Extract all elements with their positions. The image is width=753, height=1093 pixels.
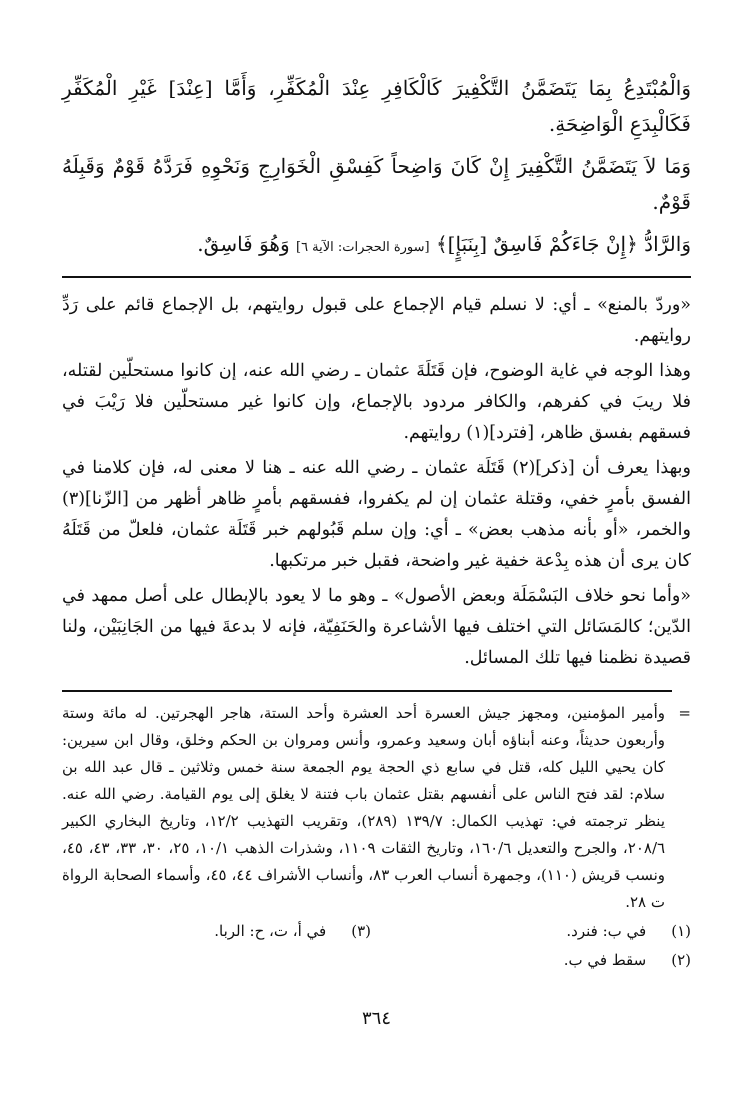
footnote-continuation — [62, 700, 691, 916]
footnote-divider — [62, 690, 672, 692]
footnote-2 — [371, 947, 691, 974]
footnote-text: في أ، ت، ح: الربا. — [214, 922, 327, 940]
commentary-paragraph: وبهذا يعرف أن [ذكر](٢) قَتَلَة عثمان ـ رضي الله عنه ـ هنا لا معنى له، فإن كلامنا في الفسق بأمرٍ خفي، وقتلة عثمان إن لم يكفروا، ففسقهم بأمرٍ ظاهر أظهر من [الزّنا](٣) والخمر، «أو بأنه مذهب بعض» ـ أي: وإن سلم قَبُولهم خبر قَتَلَة عثمان، فلعلّ من قَتَلَهُ كان يرى أن هذه بِدْعة خفية غير واضحة، فقبل خبر مرتكبها. — [62, 458, 691, 571]
main-text — [62, 70, 691, 272]
footnote-number: (٣) — [351, 922, 371, 940]
footnote-3 — [214, 918, 371, 945]
surah-reference: [سورة الحجرات: الآية ٦] — [295, 240, 430, 255]
footnote-number: (١) — [671, 922, 691, 940]
footnote-text: في ب: فنرد. — [566, 922, 647, 940]
footnote-number: (٢) — [671, 951, 691, 969]
commentary-paragraph: وهذا الوجه في غاية الوضوح، فإن قَتَلَةَ عثمان ـ رضي الله عنه، إن كانوا مستحلّين لقتله، فلا ريبَ في كفرهم، والكافر مردود بالإجماع، وإن كانوا غير مستحلّين فلا رَيْبَ في فسقهم بفسق ظاهر، [فترد](١) روايتهم. — [62, 361, 691, 443]
page-number: ٣٦٤ — [361, 1008, 391, 1029]
footnote-row — [62, 947, 691, 974]
matn-line-2: وَمَا لاَ يَتَضَمَّنُ التَّكْفِيرَ إِنْ كَانَ وَاضِحاً كَفِسْقِ الْخَوَارِجِ وَنَحْوِهِ فَرَدَّهُ قَوْمٌ وَقَبِلَهُ قَوْمٌ. — [62, 154, 691, 214]
footnote-1 — [371, 918, 691, 945]
footnote-continuation-text: وأمير المؤمنين، ومجهز جيش العسرة أحد العشرة وأحد الستة، هاجر الهجرتين. له مائة وستة وأربعون حديثاً، وعنه أبناؤه أبان وسعيد وعمرو، وأنس ومروان بن الحكم وخلق، وقال ابن سيرين: كان يحيي الليل كله، قتل في سابع ذي الحجة يوم الجمعة سنة خمس وثلاثين ـ قال عبد الله بن سلام: لقد فتح الناس على أنفسهم بقتل عثمان باب فتنة لا يغلق إلى يوم القيامة. رضي الله عنه. ينظر ترجمته في: تهذيب الكمال: ١٣٩/٧ (٢٨٩)، وتقريب التهذيب ١٢/٢، وتاريخ البخاري الكبير ٢٠٨/٦، والجرح والتعديل ١٦٠/٦، وتاريخ الثقات ١١٠٩، وشذرات الذهب ١٠/١، ٢٥، ٣٠، ٣٣، ٤٣، ٤٥، ونسب قريش (١١٠)، وجمهرة أنساب العرب ٨٣، وأنساب الأشراف ٤٤، ٤٥، وأسماء الصحابة الرواة ت ٢٨. — [62, 704, 666, 911]
quran-quote: وَالرَّادُّ ﴿إِنْ جَاءَكُمْ فَاسِقٌ [بِنَبَإٍ]﴾ — [435, 232, 691, 256]
footnote-text: سقط في ب. — [563, 951, 647, 969]
matn-line-1: وَالْمُبْتَدِعُ بِمَا يَتَضَمَّنُ التَّكْفِيرَ كَالْكَافِرِ عِنْدَ الْمُكَفِّرِ، وَأَمَّا [عِنْدَ] غَيْرِ الْمُكَفِّرِ فَكَالْبِدَعِ الْوَاضِحَةِ. — [62, 76, 691, 136]
continuation-marker: = — [678, 704, 691, 722]
section-divider — [62, 276, 691, 278]
matn-line-3 — [62, 226, 691, 266]
commentary-paragraph: «وردّ بالمنع» ـ أي: لا نسلم قيام الإجماع على قبول روايتهم، بل الإجماع قائم على رَدِّ روايتهم. — [62, 295, 691, 346]
commentary-paragraph: «وأما نحو خلاف البَسْمَلَة وبعض الأصول» ـ وهو ما لا يعود بالإبطال على أصل ممهد في الدّين؛ كالمَسَائل التي اختلف فيها الأشاعرة والحَنَفِيّة، فإنه لا بدعةَ فيها من الجَانِبَيْن، ولنا قصيدة نظمنا فيها تلك المسائل. — [62, 586, 691, 668]
matn-line-3-end: وَهُوَ فَاسِقٌ. — [197, 232, 290, 256]
commentary — [62, 290, 691, 678]
footnote-row — [62, 918, 691, 945]
footnotes — [62, 700, 691, 974]
